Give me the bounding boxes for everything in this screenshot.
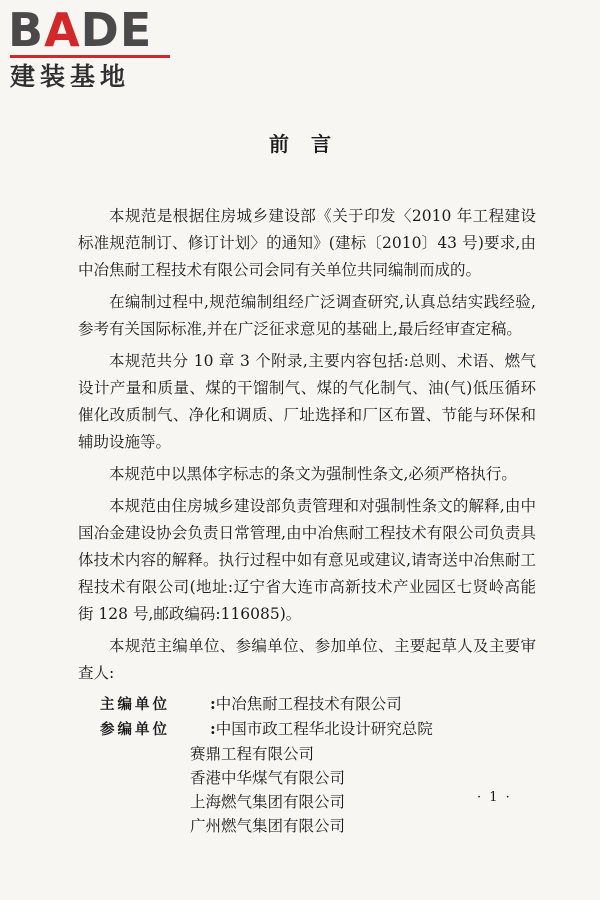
participant-unit: 广州燃气集团有限公司: [190, 817, 346, 835]
logo-letter-b: B: [8, 3, 45, 57]
preface-body: [78, 203, 536, 838]
participants-label: 参编单位: [100, 722, 170, 738]
paragraph-contents: 本规范共分 10 章 3 个附录,主要内容包括:总则、术语、燃气设计产量和质量、煤的干馏制气、煤的气化制气、油(气)低压循环催化改质制气、净化和调质、厂址选择和厂区布置、节能与环保和辅助设施等。: [78, 352, 536, 451]
participant-unit: 中国市政工程华北设计研究总院: [215, 720, 433, 738]
paragraph-origin: 本规范是根据住房城乡建设部《关于印发〈2010 年工程建设标准规范制订、修订计划〉的通知》(建标〔2010〕43 号)要求,由中冶焦耐工程技术有限公司会同有关单位共同编制而成的。: [78, 207, 536, 279]
chief-editor-row: 主编单位 :中冶焦耐工程技术有限公司: [78, 692, 536, 717]
logo-letter-a: A: [44, 3, 81, 57]
unit-list: [78, 692, 536, 838]
bade-logo: [8, 3, 180, 92]
participant-unit: 香港中华煤气有限公司: [190, 769, 346, 787]
logo-subtitle: 建装基地: [10, 62, 131, 91]
chief-editor-unit: 中冶焦耐工程技术有限公司: [215, 695, 402, 713]
page-number: · 1 ·: [477, 790, 512, 805]
page-title: 前言: [269, 132, 353, 156]
participant-unit: 上海燃气集团有限公司: [190, 793, 346, 811]
logo-letters-de: DE: [80, 3, 153, 57]
participant-row: 参编单位 :中国市政工程华北设计研究总院: [78, 717, 536, 742]
paragraph-process: 在编制过程中,规范编制组经广泛调查研究,认真总结实践经验,参考有关国际标准,并在广泛征求意见的基础上,最后经审查定稿。: [78, 293, 536, 338]
logo-wordmark: [8, 3, 180, 57]
paragraph-management: 本规范由住房城乡建设部负责管理和对强制性条文的解释,由中国冶金建设协会负责日常管理,由中冶焦耐工程技术有限公司负责具体技术内容的解释。执行过程中如有意见或建议,请寄送中冶焦耐工程技术有限公司(地址:辽宁省大连市高新技术产业园区七贤岭高能街 128 号,邮政编码:116085)。: [78, 497, 536, 623]
paragraph-mandatory: 本规范中以黑体字标志的条文为强制性条文,必须严格执行。: [109, 465, 517, 483]
participant-unit: 赛鼎工程有限公司: [190, 745, 315, 763]
paragraph-units-intro: 本规范主编单位、参编单位、参加单位、主要起草人及主要审查人:: [78, 637, 536, 682]
chief-editor-label: 主编单位: [100, 697, 170, 713]
